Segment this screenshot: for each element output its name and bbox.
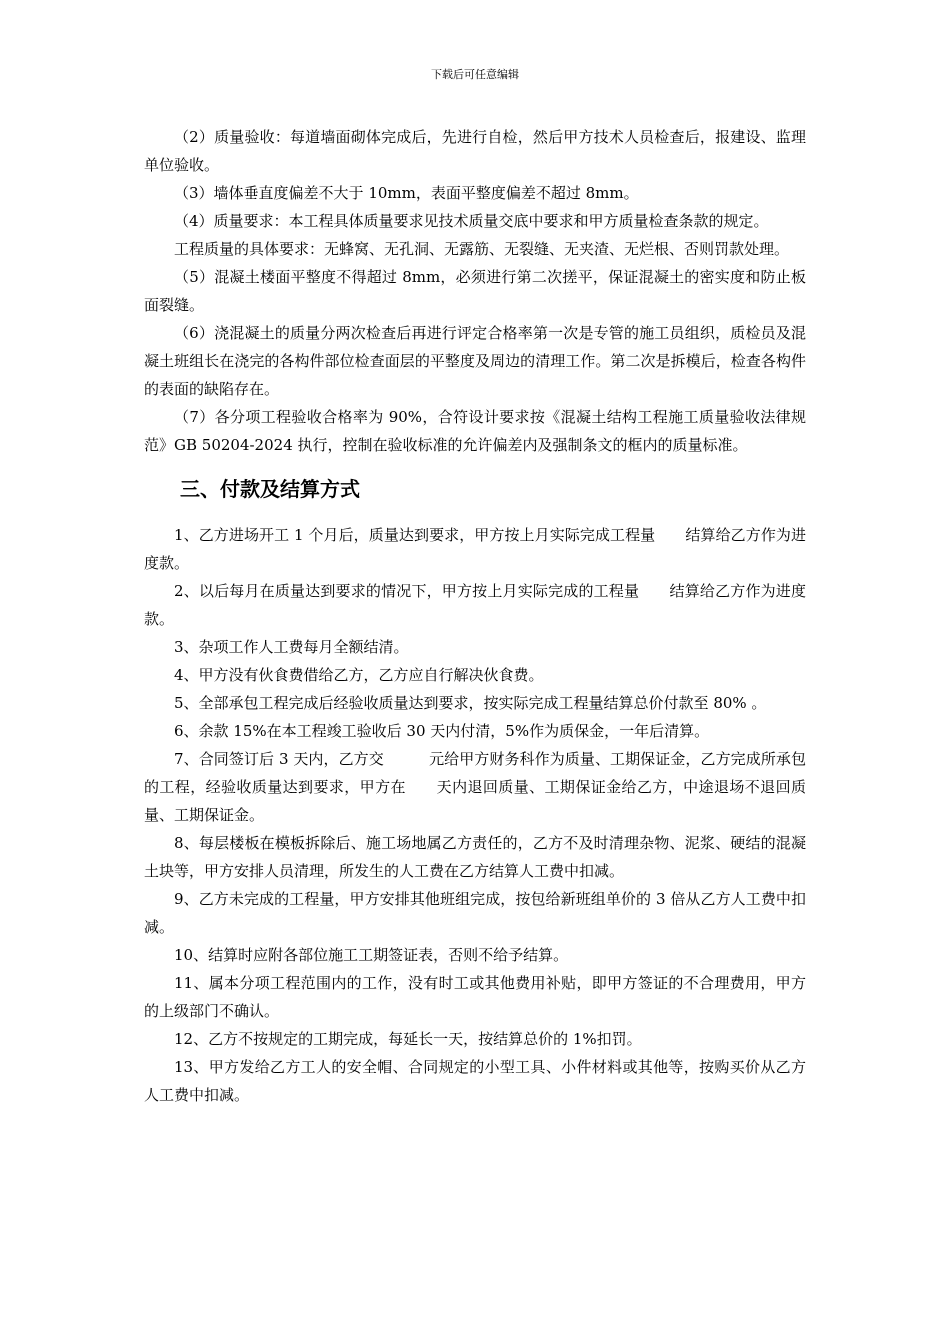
paragraph: （3）墙体垂直度偏差不大于 10mm，表面平整度偏差不超过 8mm。 — [174, 184, 639, 202]
list-item: 13、甲方发给乙方工人的安全帽、合同规定的小型工具、小件材料或其他等，按购买价从乙方人工费中扣减。 — [144, 1058, 806, 1104]
list-item: 1、乙方进场开工 1 个月后，质量达到要求，甲方按上月实际完成工程量 结算给乙方作为进度款。 — [144, 526, 806, 572]
list-item: 2、以后每月在质量达到要求的情况下，甲方按上月实际完成的工程量 结算给乙方作为进度款。 — [144, 582, 806, 628]
list-item: 6、余款 15%在本工程竣工验收后 30 天内付清，5%作为质保金，一年后清算。 — [174, 722, 710, 740]
page-header: 下载后可任意编辑 — [431, 68, 519, 81]
section-heading: 三、付款及结算方式 — [180, 477, 360, 501]
quality-section — [144, 123, 806, 459]
list-item: 8、每层楼板在模板拆除后、施工场地属乙方责任的，乙方不及时清理杂物、泥浆、硬结的混凝土块等，甲方安排人员清理，所发生的人工费在乙方结算人工费中扣减。 — [144, 834, 806, 880]
list-item: 9、乙方未完成的工程量，甲方安排其他班组完成，按包给新班组单价的 3 倍从乙方人工费中扣减。 — [144, 890, 806, 936]
paragraph: （4）质量要求：本工程具体质量要求见技术质量交底中要求和甲方质量检查条款的规定。 — [174, 212, 769, 230]
list-item: 5、全部承包工程完成后经验收质量达到要求，按实际完成工程量结算总价付款至 80% 。 — [174, 694, 767, 712]
list-item: 4、甲方没有伙食费借给乙方，乙方应自行解决伙食费。 — [174, 666, 544, 684]
document-body — [144, 123, 806, 1109]
payment-section — [144, 521, 806, 1109]
paragraph: （6）浇混凝土的质量分两次检查后再进行评定合格率第一次是专管的施工员组织，质检员及混凝土班组长在浇完的各构件部位检查面层的平整度及周边的清理工作。第二次是拆模后，检查各构件的表面的缺陷存在。 — [144, 324, 806, 398]
paragraph: （5）混凝土楼面平整度不得超过 8mm，必须进行第二次搓平，保证混凝土的密实度和防止板面裂缝。 — [144, 268, 806, 314]
list-item: 10、结算时应附各部位施工工期签证表，否则不给予结算。 — [174, 946, 569, 964]
list-item: 12、乙方不按规定的工期完成，每延长一天，按结算总价的 1%扣罚。 — [174, 1030, 642, 1048]
list-item: 3、杂项工作人工费每月全额结清。 — [174, 638, 409, 656]
paragraph: 工程质量的具体要求：无蜂窝、无孔洞、无露筋、无裂缝、无夹渣、无烂根、否则罚款处理。 — [174, 240, 790, 258]
paragraph: （7）各分项工程验收合格率为 90%，合符设计要求按《混凝土结构工程施工质量验收法律规范》GB 50204-2024 执行，控制在验收标准的允许偏差内及强制条文的框内的质量标准。 — [144, 408, 806, 454]
list-item: 11、属本分项工程范围内的工作，没有时工或其他费用补贴，即甲方签证的不合理费用，甲方的上级部门不确认。 — [144, 974, 806, 1020]
paragraph: （2）质量验收：每道墙面砌体完成后，先进行自检，然后甲方技术人员检查后，报建设、监理单位验收。 — [144, 128, 806, 174]
list-item: 7、合同签订后 3 天内，乙方交 元给甲方财务科作为质量、工期保证金，乙方完成所承包的工程，经验收质量达到要求，甲方在 天内退回质量、工期保证金给乙方，中途退场不退回质量、工期保证金。 — [144, 750, 806, 824]
